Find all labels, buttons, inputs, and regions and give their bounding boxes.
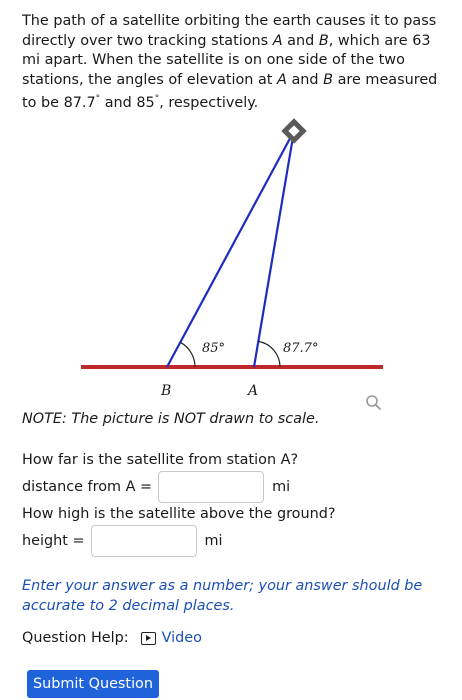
answer-instructions: Enter your answer as a number; your answer should be accurate to 2 decimal places. xyxy=(22,578,423,614)
problem-measured: are measured to be 87.7 xyxy=(22,71,438,111)
angle-arc-a xyxy=(258,341,280,367)
height-unit: mi xyxy=(204,533,223,549)
station-a-ref-2: A xyxy=(277,71,287,88)
video-play-icon xyxy=(141,632,156,645)
question-help-label: Question Help: xyxy=(22,630,129,646)
distance-unit: mi xyxy=(272,479,291,495)
question-help xyxy=(22,630,202,646)
question1-prompt: How far is the satellite from station A? xyxy=(22,452,299,468)
problem-intro: The path of a satellite orbiting the earth causes it to pass directly over two tracking stations xyxy=(22,13,437,49)
height-input[interactable] xyxy=(91,525,197,557)
height-row xyxy=(22,525,223,557)
magnifier-icon[interactable] xyxy=(364,393,384,413)
height-label: height = xyxy=(22,533,85,549)
video-link[interactable] xyxy=(141,630,202,646)
station-a-label: A xyxy=(248,383,259,399)
distance-row xyxy=(22,471,290,503)
angle-b-label: 85° xyxy=(202,341,226,356)
station-b-ref: B xyxy=(318,32,329,49)
distance-input[interactable] xyxy=(158,471,264,503)
distance-label: distance from A = xyxy=(22,479,153,495)
problem-tail: , respectively. xyxy=(159,94,259,111)
station-b-ref-2: B xyxy=(323,71,333,88)
degree-mark: ° xyxy=(95,94,101,104)
problem-and85: and 85 xyxy=(100,94,155,111)
satellite-icon xyxy=(281,118,306,143)
problem-statement xyxy=(22,12,444,113)
satellite-diagram xyxy=(0,110,462,410)
problem-and: and xyxy=(282,32,319,49)
question2-prompt: How high is the satellite above the ground? xyxy=(22,506,336,522)
problem-mid: , which are 63 mi apart. When the satellite is on one side of the two stations, the angles of elevation at xyxy=(22,32,431,88)
angle-arc-b xyxy=(180,342,195,367)
submit-question-button[interactable]: Submit Question xyxy=(27,670,159,698)
video-link-label: Video xyxy=(161,630,202,646)
problem-and-2: and xyxy=(286,71,324,88)
degree-mark-2: ° xyxy=(154,94,160,104)
angle-a-label: 87.7° xyxy=(283,341,319,356)
station-a-ref: A xyxy=(272,32,283,49)
note-text: NOTE: The picture is NOT drawn to scale. xyxy=(22,411,320,427)
station-b-label: B xyxy=(161,383,172,399)
